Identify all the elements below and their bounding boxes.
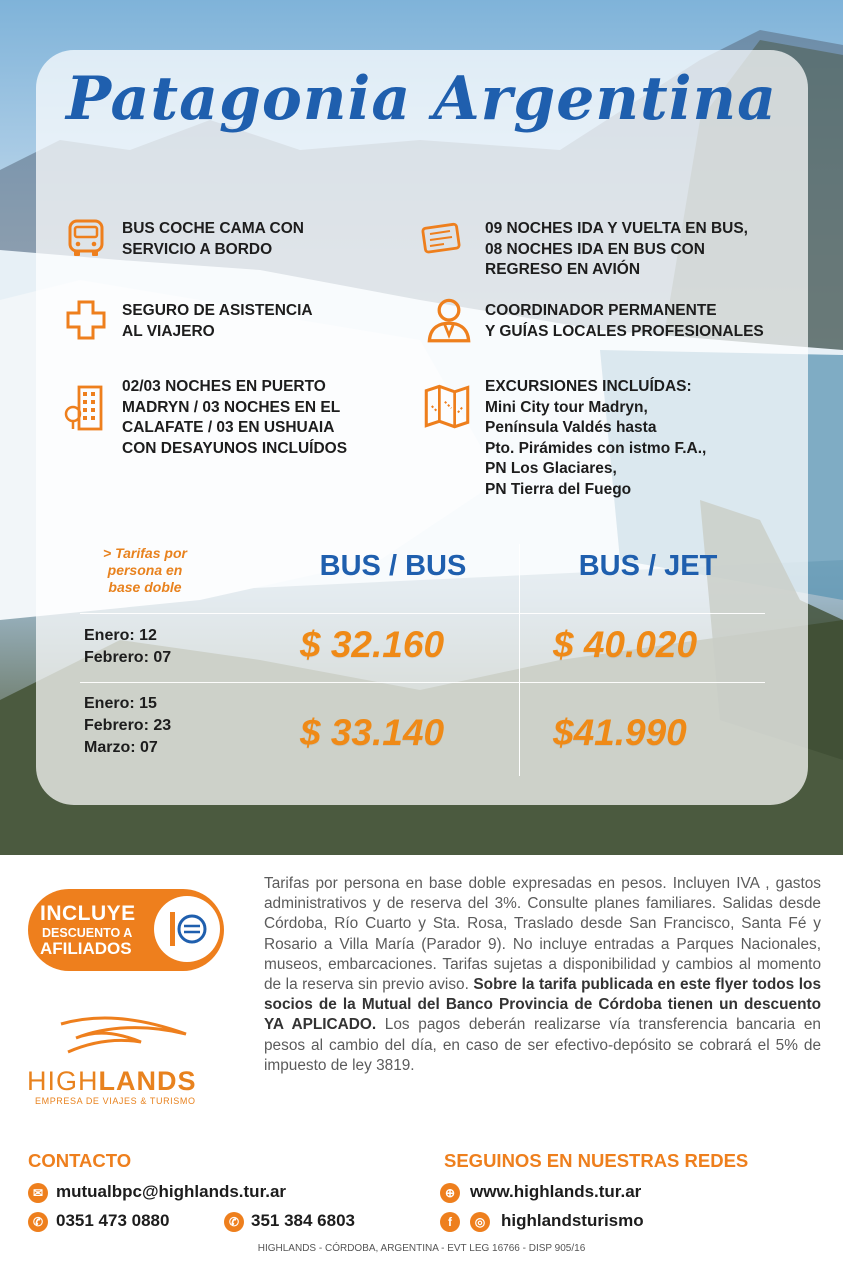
contact-email[interactable]: mutualbpc@highlands.tur.ar [56,1182,287,1201]
email-icon: ✉ [28,1183,48,1203]
guide-person-icon [425,296,473,344]
whatsapp-icon: ✆ [224,1212,244,1232]
instagram-icon[interactable]: ◎ [470,1212,490,1232]
pricing-note: > Tarifas por persona en base doble [103,545,187,595]
contact-phone[interactable]: 0351 473 0880 [56,1211,170,1230]
row2-dates: Enero: 15 Febrero: 23 Marzo: 07 [84,695,172,756]
col-header-bus-jet: BUS / JET [578,550,718,582]
page-title: Patagonia Argentina [65,64,778,134]
table-divider-vertical [519,544,520,776]
phone-icon: ✆ [28,1212,48,1232]
col-header-bus-bus: BUS / BUS [319,550,467,582]
bus-icon [64,216,108,260]
ticket-icon [420,216,464,260]
footer-text: HIGHLANDS - CÓRDOBA, ARGENTINA - EVT LEG 16766 - DISP 905/16 [257,1243,586,1254]
plus-cross-icon [64,298,108,342]
facebook-icon[interactable]: f [440,1212,460,1232]
social-title: SEGUINOS EN NUESTRAS REDES [444,1150,749,1171]
highlands-logo-icon [56,1012,196,1062]
social-handle[interactable]: highlandsturismo [501,1211,644,1230]
terms-text: Tarifas por persona en base doble expresadas en pesos. Incluyen IVA , gastos administrativos y de reserva del 3%. Consulte planes familiares. Salidas desde Córdoba, Río Cuarto y Sta. Rosa, Traslado desde San Francisco, Santa Fé y Rosario a Villa María (Parador 9). No incluye entradas a Parques Nacionales, museos, embarcaciones. Tarifas sujetas a disponibilidad y cambios al momento de la reserva sin previo aviso. Sobre la tarifa publicada en este flyer todos los socios de la Mutual del Banco Provincia de Córdoba tienen un descuento YA APLICADO. Los pagos deberán realizarse vía transferencia bancaria en pesos al cambio del día, en caso de ser efectivo-depósito se cobrará el 5% de impuesto de ley 3819. [264,875,822,1074]
table-divider [80,682,765,683]
feature-hotels: 02/03 NOCHES EN PUERTO MADRYN / 03 NOCHES EN EL CALAFATE / 03 EN USHUAIA CON DESAYUNOS INCLUÍDOS [122,378,348,457]
globe-icon: ⊕ [440,1183,460,1203]
feature-insurance: SEGURO DE ASISTENCIA AL VIAJERO [122,302,313,340]
discount-badge: INCLUYE DESCUENTO A AFILIADOS [28,889,224,971]
mutual-logo-icon [154,896,220,962]
logo-wordmark: HIGHLANDS [27,1066,197,1096]
contact-whatsapp[interactable]: 351 384 6803 [251,1211,355,1230]
feature-coordinator: COORDINADOR PERMANENTE Y GUÍAS LOCALES PROFESIONALES [485,302,764,340]
map-icon [423,382,471,430]
social-website[interactable]: www.highlands.tur.ar [470,1182,642,1201]
logo-tagline: EMPRESA DE VIAJES & TURISMO [35,1096,196,1106]
row1-dates: Enero: 12 Febrero: 07 [84,627,172,666]
price-row2-bus-bus: $ 33.140 [300,712,445,753]
contact-title: CONTACTO [28,1150,132,1171]
hotel-building-icon [64,384,104,432]
feature-nights: 09 NOCHES IDA Y VUELTA EN BUS, 08 NOCHES IDA EN BUS CON REGRESO EN AVIÓN [485,220,748,278]
table-divider [80,613,765,614]
feature-excursions: EXCURSIONES INCLUÍDAS: Mini City tour Madryn, Península Valdés hasta Pto. Pirámides con istmo F.A., PN Los Glaciares, PN Tierra del Fuego [485,378,707,498]
price-row1-bus-bus: $ 32.160 [300,624,445,665]
price-row2-bus-jet: $41.990 [553,712,687,753]
price-row1-bus-jet: $ 40.020 [553,624,698,665]
feature-bus: BUS COCHE CAMA CON SERVICIO A BORDO [122,220,304,258]
